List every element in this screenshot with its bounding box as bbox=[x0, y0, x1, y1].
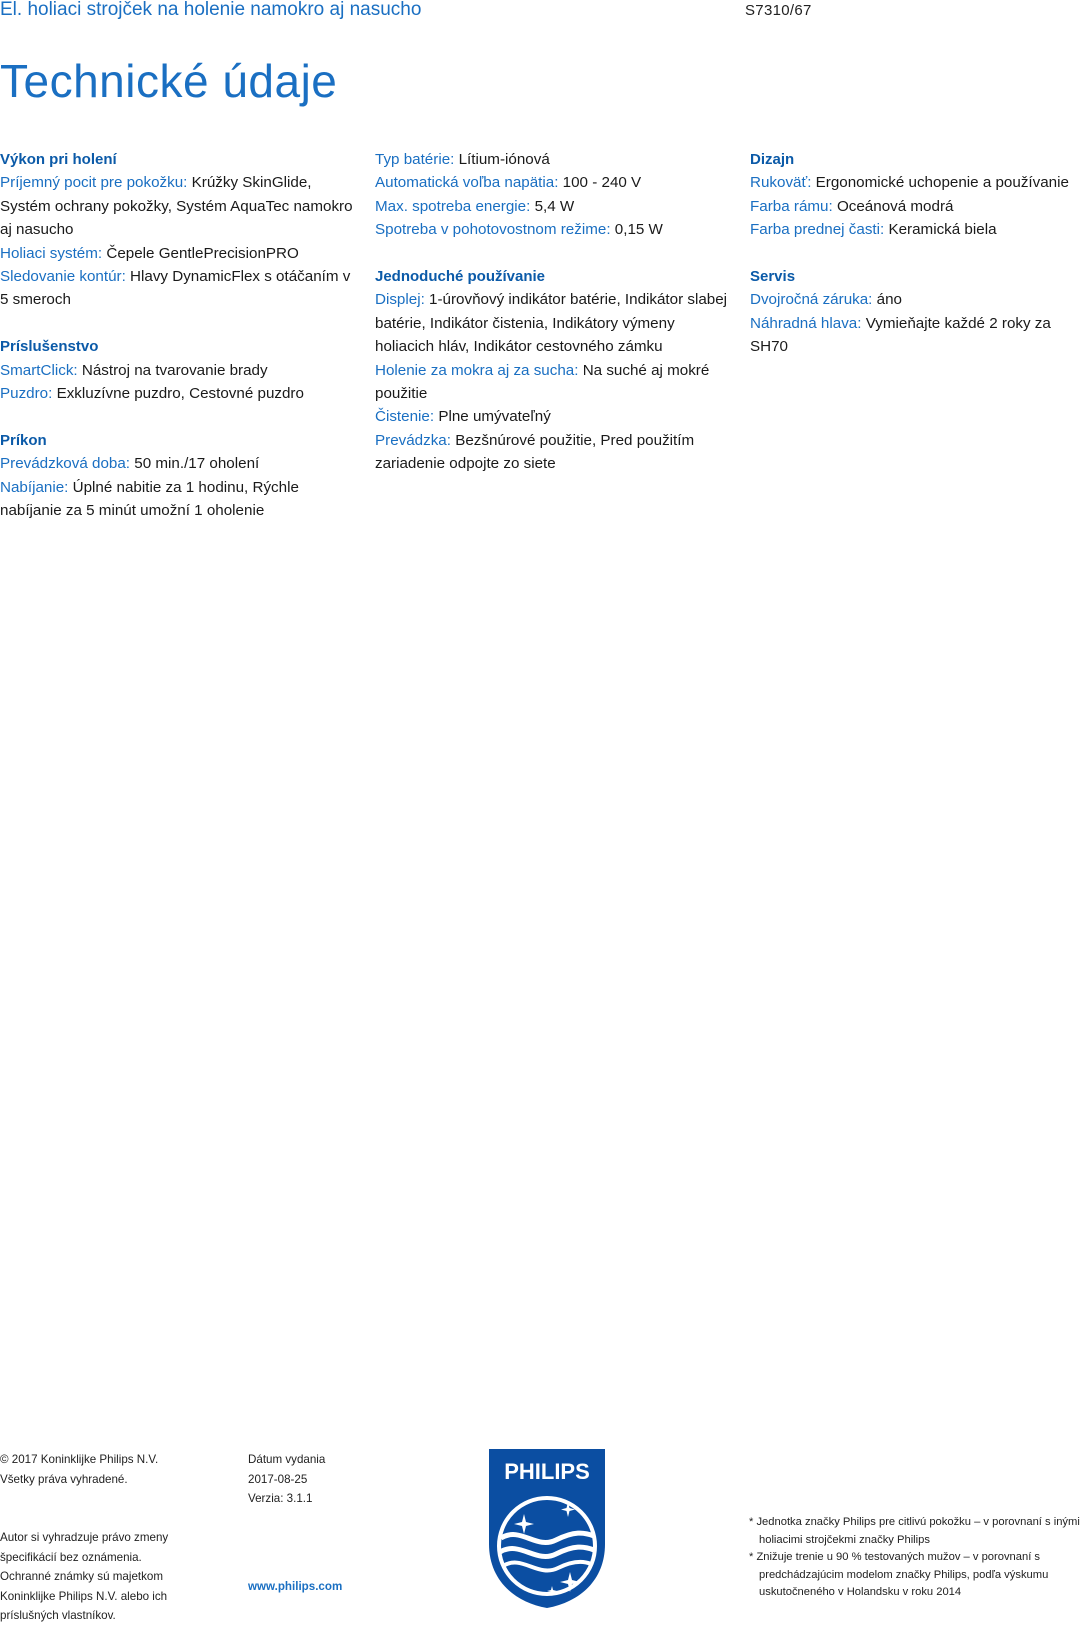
spec-row bbox=[0, 476, 355, 523]
spec-label: Puzdro: bbox=[0, 385, 53, 403]
spec-value: 50 min./17 oholení bbox=[134, 455, 260, 473]
spec-label: Spotreba v pohotovostnom režime: bbox=[375, 221, 611, 239]
section-title: Dizajn bbox=[750, 151, 795, 168]
spec-label: Rukoväť: bbox=[750, 174, 812, 192]
spec-label: Farba rámu: bbox=[750, 197, 833, 215]
spec-value: 1-úrovňový indikátor batérie, Indikátor slabej batérie, Indikátor čistenia, Indikátory výmeny holiacich hláv, Indikátor cestovného zámku bbox=[375, 291, 728, 356]
spec-value: Oceánová modrá bbox=[836, 197, 954, 215]
spec-label: Nabíjanie: bbox=[0, 478, 69, 496]
version: Verzia: 3.1.1 bbox=[248, 1492, 313, 1505]
spec-row bbox=[750, 312, 1089, 359]
disclaimer-line: Ochranné známky sú majetkom bbox=[0, 1570, 164, 1583]
disclaimer-line: Koninklijke Philips N.V. alebo ich bbox=[0, 1589, 168, 1603]
philips-shield-logo bbox=[486, 1446, 608, 1610]
spec-row bbox=[375, 171, 730, 194]
spec-row bbox=[0, 265, 355, 312]
spec-row bbox=[375, 405, 730, 428]
spec-section-shaving-performance bbox=[0, 148, 355, 312]
spec-value: Lítium-iónová bbox=[458, 151, 550, 168]
spec-value: Čepele GentlePrecisionPRO bbox=[106, 244, 299, 262]
disclaimer-line: príslušných vlastníkov. bbox=[0, 1609, 116, 1622]
spec-row bbox=[750, 218, 1089, 241]
spec-row bbox=[375, 218, 730, 241]
spec-value: Plne umývateľný bbox=[438, 408, 551, 426]
release-date-label: Dátum vydania bbox=[248, 1453, 326, 1466]
copyright-line: Všetky práva vyhradené. bbox=[0, 1472, 128, 1486]
section-title: Jednoduché používanie bbox=[375, 268, 546, 286]
spec-value: Nástroj na tvarovanie brady bbox=[81, 361, 268, 379]
spec-row bbox=[0, 382, 355, 405]
spec-label: Max. spotreba energie: bbox=[375, 197, 531, 215]
spec-row bbox=[375, 429, 730, 476]
spec-value: 5,4 W bbox=[534, 197, 575, 215]
spec-value: 100 - 240 V bbox=[562, 174, 642, 192]
spec-label: Čistenie: bbox=[375, 408, 435, 426]
spec-row bbox=[0, 452, 355, 475]
spec-row bbox=[0, 242, 355, 265]
spec-section-accessories bbox=[0, 335, 355, 405]
spec-column-2 bbox=[375, 148, 730, 499]
logo-wordmark: PHILIPS bbox=[504, 1459, 590, 1484]
spec-label: Farba prednej časti: bbox=[750, 221, 885, 239]
spec-section-battery bbox=[375, 148, 730, 242]
spec-section-design bbox=[750, 148, 1089, 242]
spec-label: Holenie za mokra aj za sucha: bbox=[375, 361, 579, 379]
spec-label: Prevádzka: bbox=[375, 431, 451, 449]
footnotes bbox=[749, 1514, 1089, 1602]
spec-row bbox=[375, 288, 730, 358]
spec-label: Sledovanie kontúr: bbox=[0, 268, 126, 286]
disclaimer-notice bbox=[0, 1528, 220, 1626]
spec-row bbox=[750, 288, 1089, 311]
copyright-line: © 2017 Koninklijke Philips N.V. bbox=[0, 1453, 159, 1466]
product-title: El. holiaci strojček na holenie namokro aj nasucho bbox=[0, 0, 422, 20]
spec-row bbox=[375, 359, 730, 406]
spec-label: Typ batérie: bbox=[375, 151, 455, 168]
section-title: Príkon bbox=[0, 431, 47, 449]
spec-value: Krúžky SkinGlide, Systém ochrany pokožky, Systém AquaTec namokro aj nasucho bbox=[0, 174, 353, 239]
spec-value: Hlavy DynamicFlex s otáčaním v 5 smeroch bbox=[0, 268, 351, 309]
spec-label: Prevádzková doba: bbox=[0, 455, 131, 473]
spec-section-service bbox=[750, 265, 1089, 359]
spec-column-3 bbox=[750, 148, 1089, 382]
copyright-notice bbox=[0, 1450, 220, 1489]
spec-value: Bezšnúrové použitie, Pred použitím zariadenie odpojte zo siete bbox=[375, 431, 695, 473]
section-title: Príslušenstvo bbox=[0, 338, 99, 356]
disclaimer-line: Autor si vyhradzuje právo zmeny bbox=[0, 1531, 169, 1544]
footnote: * Znižuje trenie u 90 % testovaných mužov – v porovnaní s predchádzajúcim modelom značky Philips, podľa výskumu uskutočneného v Holandsku v roku 2014 bbox=[749, 1551, 1049, 1599]
website-link[interactable]: www.philips.com bbox=[248, 1580, 343, 1593]
spec-row bbox=[0, 359, 355, 382]
footnote: * Jednotka značky Philips pre citlivú pokožku – v porovnaní s inými holiacimi strojčekmi značky Philips bbox=[749, 1516, 1080, 1546]
spec-label: SmartClick: bbox=[0, 361, 78, 379]
spec-row bbox=[375, 195, 730, 218]
spec-section-power bbox=[0, 429, 355, 523]
spec-label: Náhradná hlava: bbox=[750, 314, 862, 332]
spec-row bbox=[750, 171, 1089, 194]
spec-value: 0,15 W bbox=[614, 221, 663, 239]
spec-value: Keramická biela bbox=[888, 221, 997, 239]
spec-value: áno bbox=[876, 291, 902, 309]
spec-label: Príjemný pocit pre pokožku: bbox=[0, 174, 188, 192]
page-title: Technické údaje bbox=[0, 55, 338, 107]
spec-label: Displej: bbox=[375, 291, 425, 309]
spec-row bbox=[750, 195, 1089, 218]
section-title: Servis bbox=[750, 268, 796, 286]
section-title: Výkon pri holení bbox=[0, 151, 117, 168]
release-date: 2017-08-25 bbox=[248, 1472, 308, 1486]
spec-section-ease-of-use bbox=[375, 265, 730, 476]
spec-value: Ergonomické uchopenie a používanie bbox=[815, 174, 1069, 192]
spec-value: Na suché aj mokré použitie bbox=[375, 361, 710, 403]
spec-row bbox=[375, 148, 730, 171]
spec-row bbox=[0, 171, 355, 241]
spec-value: Vymieňajte každé 2 roky za SH70 bbox=[750, 314, 1051, 356]
release-info bbox=[248, 1450, 398, 1509]
spec-value: Úplné nabitie za 1 hodinu, Rýchle nabíjanie za 5 minút umožní 1 oholenie bbox=[0, 478, 299, 520]
spec-label: Holiaci systém: bbox=[0, 244, 103, 262]
spec-label: Automatická voľba napätia: bbox=[375, 174, 559, 192]
disclaimer-line: špecifikácií bez oznámenia. bbox=[0, 1550, 142, 1564]
spec-column-1 bbox=[0, 148, 355, 546]
model-number: S7310/67 bbox=[745, 2, 812, 19]
spec-value: Exkluzívne puzdro, Cestovné puzdro bbox=[56, 385, 304, 403]
spec-label: Dvojročná záruka: bbox=[750, 291, 873, 309]
